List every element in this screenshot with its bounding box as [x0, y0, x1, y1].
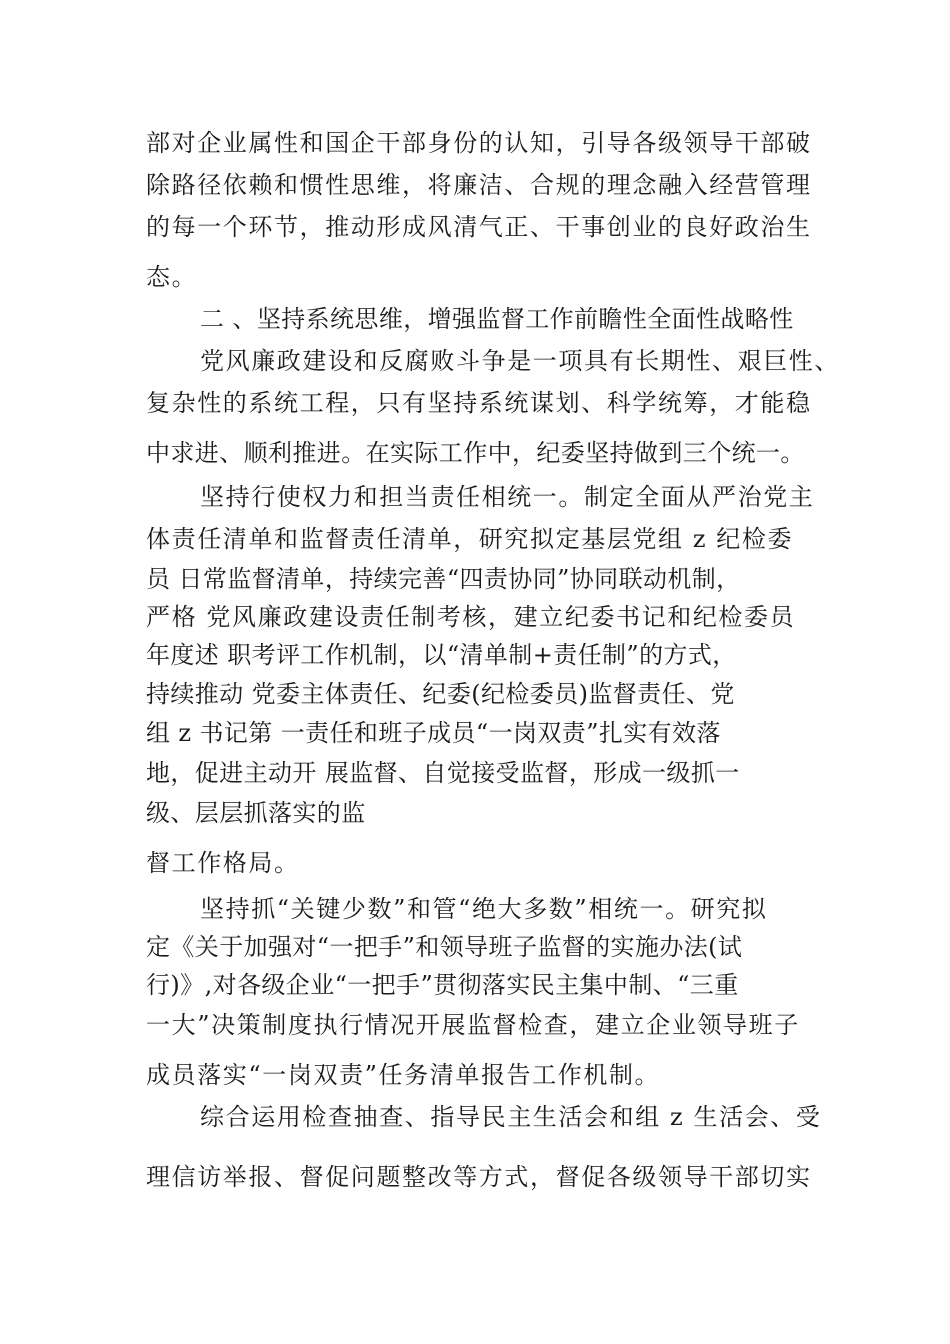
- paragraph-line: 严格 党风廉政建设责任制考核，建立纪委书记和纪检委员: [146, 603, 796, 631]
- paragraph-line: 成员落实“一岗双责”任务清单报告工作机制。: [146, 1061, 661, 1089]
- paragraph-line: 组 z 书记第 一责任和班子成员“一岗双责”扎实有效落: [146, 719, 721, 747]
- paragraph-line: 态。: [146, 263, 198, 291]
- paragraph-line: 综合运用检查抽查、指导民主生活会和组 z 生活会、受: [200, 1103, 822, 1131]
- paragraph-line: 部对企业属性和国企干部身份的认知，引导各级领导干部破: [146, 129, 812, 157]
- paragraph-line: 持续推动 党委主体责任、纪委(纪检委员)监督责任、党: [146, 680, 735, 708]
- paragraph-line: 体责任清单和监督责任清单，研究拟定基层党组 z 纪检委: [146, 525, 794, 553]
- paragraph-line: 除路径依赖和惯性思维，将廉洁、合规的理念融入经营管理: [146, 171, 812, 199]
- paragraph-line: 党风廉政建设和反腐败斗争是一项具有长期性、艰巨性、: [200, 347, 840, 375]
- paragraph-line: 行)》,对各级企业“一把手”贯彻落实民主集中制、“三重: [146, 971, 739, 999]
- paragraph-line: 级、层层抓落实的监: [146, 799, 366, 827]
- paragraph-line: 复杂性的系统工程，只有坚持系统谋划、科学统筹，才能稳: [146, 389, 812, 417]
- paragraph-line: 年度述 职考评工作机制，以“清单制+责任制”的方式，: [146, 641, 737, 669]
- paragraph-line: 一大”决策制度执行情况开展监督检查，建立企业领导班子: [146, 1011, 800, 1039]
- paragraph-line: 理信访举报、督促问题整改等方式，督促各级领导干部切实: [146, 1163, 812, 1191]
- section-heading: 二 、坚持系统思维，增强监督工作前瞻性全面性战略性: [200, 305, 794, 333]
- paragraph-line: 坚持行使权力和担当责任相统一。制定全面从严治党主: [200, 483, 815, 511]
- paragraph-line: 的每一个环节，推动形成风清气正、干事创业的良好政治生: [146, 213, 812, 241]
- paragraph-line: 中求进、顺利推进。在实际工作中，纪委坚持做到三个统一。: [146, 439, 805, 467]
- paragraph-line: 定《关于加强对“一把手”和领导班子监督的实施办法(试: [146, 933, 743, 961]
- paragraph-line: 地，促进主动开 展监督、自觉接受监督，形成一级抓一: [146, 759, 740, 787]
- paragraph-line: 员 日常监督清单，持续完善“四责协同”协同联动机制，: [146, 565, 741, 593]
- paragraph-line: 督工作格局。: [146, 849, 300, 877]
- paragraph-line: 坚持抓“关键少数”和管“绝大多数”相统一。研究拟: [200, 895, 768, 923]
